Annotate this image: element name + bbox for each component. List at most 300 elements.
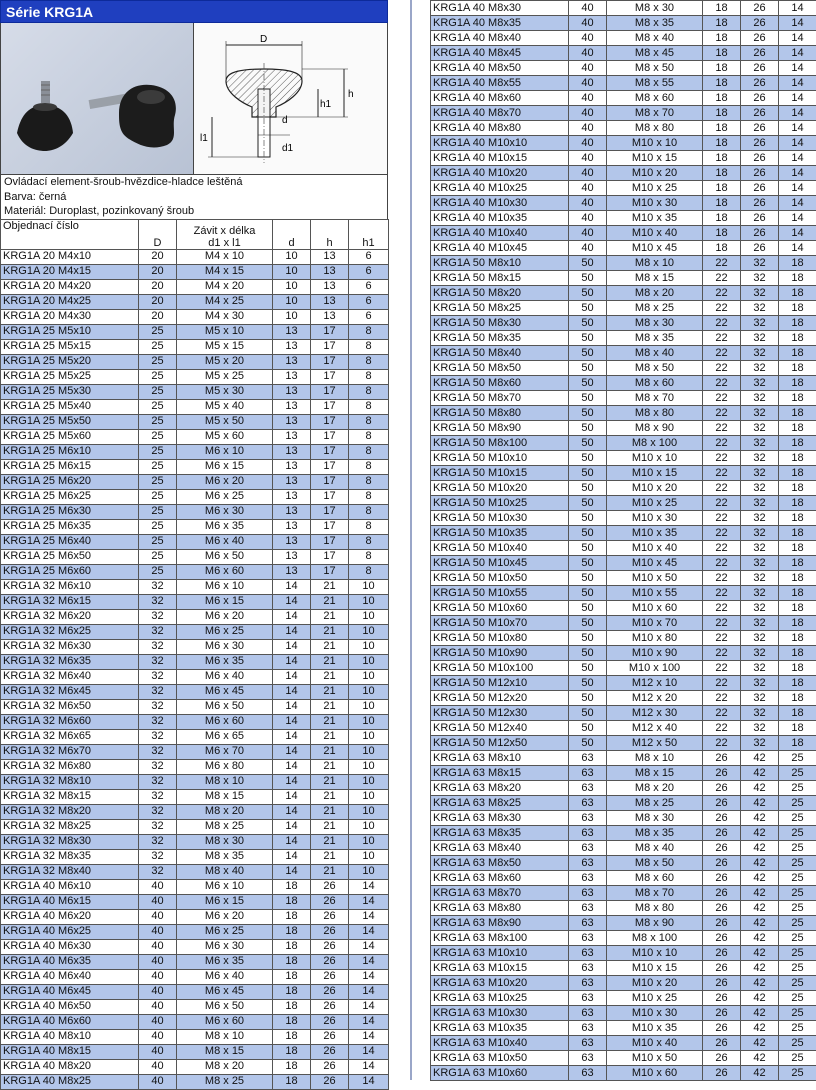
table-cell: 21 [311,579,349,594]
table-cell: 63 [569,916,607,931]
table-cell: M4 x 10 [177,249,273,264]
table-cell: 14 [349,984,389,999]
table-row [431,601,816,616]
table-cell: 21 [311,804,349,819]
table-cell: 17 [311,339,349,354]
table-cell: 50 [569,301,607,316]
table-cell: 21 [311,624,349,639]
table-cell: 25 [139,519,177,534]
table-cell: 63 [569,811,607,826]
table-cell: KRG1A 40 M10x30 [431,196,569,211]
table-cell: 40 [139,1074,177,1089]
table-cell: 22 [703,496,741,511]
table-cell: KRG1A 40 M6x50 [1,999,139,1014]
table-cell: M10 x 40 [607,1036,703,1051]
table-cell: 25 [779,1006,816,1021]
table-cell: 63 [569,766,607,781]
table-cell: 10 [349,759,389,774]
table-cell: 32 [741,481,779,496]
table-cell: 14 [273,579,311,594]
table-cell: KRG1A 32 M8x25 [1,819,139,834]
table-cell: 22 [703,376,741,391]
table-cell: M10 x 35 [607,211,703,226]
table-cell: 18 [779,556,816,571]
table-cell: KRG1A 50 M10x70 [431,616,569,631]
table-cell: 14 [349,1059,389,1074]
right-table [430,0,816,1081]
table-cell: 22 [703,286,741,301]
table-cell: 50 [569,721,607,736]
table-cell: 25 [779,766,816,781]
table-cell: 40 [569,31,607,46]
table-cell: M8 x 10 [607,256,703,271]
table-cell: 22 [703,451,741,466]
table-cell: 17 [311,489,349,504]
table-cell: 18 [703,226,741,241]
table-cell: M8 x 20 [607,781,703,796]
table-cell: 6 [349,279,389,294]
table-cell: KRG1A 63 M8x100 [431,931,569,946]
table-cell: 14 [779,76,816,91]
table-cell: KRG1A 63 M10x50 [431,1051,569,1066]
table-cell: 26 [741,61,779,76]
table-cell: M6 x 40 [177,534,273,549]
table-cell: 26 [311,969,349,984]
table-cell: M6 x 50 [177,699,273,714]
table-cell: 63 [569,1006,607,1021]
table-cell: M6 x 65 [177,729,273,744]
table-cell: M6 x 30 [177,504,273,519]
table-cell: KRG1A 50 M10x20 [431,481,569,496]
table-cell: 42 [741,976,779,991]
column-divider [410,0,412,1080]
table-cell: KRG1A 50 M10x25 [431,496,569,511]
table-cell: 22 [703,661,741,676]
table-cell: 25 [139,444,177,459]
table-cell: 13 [311,264,349,279]
table-cell: KRG1A 20 M4x30 [1,309,139,324]
table-cell: 25 [139,369,177,384]
table-cell: 6 [349,249,389,264]
table-cell: KRG1A 25 M6x50 [1,549,139,564]
table-cell: 22 [703,736,741,751]
table-cell: 25 [139,339,177,354]
table-cell: 18 [779,661,816,676]
table-cell: 14 [349,1044,389,1059]
table-row [431,76,816,91]
table-cell: 26 [741,241,779,256]
table-row [431,1036,816,1051]
table-row [431,661,816,676]
table-cell: 26 [703,1036,741,1051]
table-cell: KRG1A 50 M12x30 [431,706,569,721]
table-cell: 14 [349,879,389,894]
table-row [431,841,816,856]
table-cell: 8 [349,504,389,519]
table-cell: 13 [273,489,311,504]
table-cell: M12 x 20 [607,691,703,706]
table-row [431,706,816,721]
table-cell: KRG1A 50 M10x10 [431,451,569,466]
table-row [1,819,389,834]
table-cell: 14 [273,669,311,684]
table-cell: 50 [569,466,607,481]
table-row [431,211,816,226]
table-cell: 10 [349,789,389,804]
table-row [431,1066,816,1081]
table-cell: 18 [703,46,741,61]
table-row [1,534,389,549]
table-cell: 26 [703,811,741,826]
table-cell: M12 x 30 [607,706,703,721]
table-cell: 26 [311,894,349,909]
table-cell: 14 [273,789,311,804]
table-cell: 32 [139,609,177,624]
table-cell: 42 [741,856,779,871]
table-row [431,301,816,316]
table-row [431,631,816,646]
table-cell: M8 x 100 [607,931,703,946]
table-cell: 26 [703,976,741,991]
table-cell: 10 [273,264,311,279]
table-cell: 42 [741,961,779,976]
table-cell: 42 [741,1066,779,1081]
table-cell: 26 [311,879,349,894]
table-cell: 25 [139,399,177,414]
technical-drawing [194,23,387,174]
table-cell: M8 x 40 [607,31,703,46]
table-cell: 13 [273,354,311,369]
description-line: Barva: černá [4,190,387,205]
table-cell: KRG1A 63 M8x30 [431,811,569,826]
table-cell: M8 x 90 [607,916,703,931]
table-cell: 13 [273,519,311,534]
table-cell: 18 [273,1044,311,1059]
table-cell: 42 [741,781,779,796]
table-cell: 32 [741,691,779,706]
table-row [431,586,816,601]
table-cell: KRG1A 63 M10x35 [431,1021,569,1036]
table-cell: 32 [139,684,177,699]
table-cell: 18 [273,969,311,984]
label-d1: d1 [282,143,294,154]
table-cell: KRG1A 25 M5x15 [1,339,139,354]
table-cell: 18 [273,909,311,924]
table-cell: M6 x 25 [177,624,273,639]
table-cell: 32 [139,774,177,789]
table-cell: KRG1A 40 M6x45 [1,984,139,999]
table-cell: KRG1A 50 M8x15 [431,271,569,286]
table-cell: 18 [273,1014,311,1029]
table-cell: 40 [569,16,607,31]
table-cell: 14 [273,654,311,669]
table-cell: M8 x 25 [177,1074,273,1089]
table-row [431,466,816,481]
table-cell: 13 [273,459,311,474]
table-cell: M8 x 60 [607,871,703,886]
table-cell: 14 [273,864,311,879]
table-row [1,594,389,609]
table-row [431,1,816,16]
table-row [1,804,389,819]
table-row [1,969,389,984]
table-cell: 50 [569,586,607,601]
table-cell: 14 [273,804,311,819]
table-cell: 17 [311,354,349,369]
table-cell: 50 [569,331,607,346]
table-cell: 63 [569,856,607,871]
table-cell: 26 [311,1044,349,1059]
table-row [431,931,816,946]
table-row [431,871,816,886]
table-cell: 22 [703,721,741,736]
table-cell: 50 [569,616,607,631]
table-cell: 26 [311,984,349,999]
table-cell: 14 [273,609,311,624]
table-row [431,901,816,916]
right-column [430,0,816,1081]
table-cell: 40 [569,46,607,61]
table-cell: M4 x 25 [177,294,273,309]
table-cell: KRG1A 40 M10x20 [431,166,569,181]
table-cell: 26 [741,211,779,226]
table-cell: 50 [569,421,607,436]
table-cell: 32 [741,526,779,541]
table-cell: KRG1A 25 M6x60 [1,564,139,579]
table-cell: 6 [349,294,389,309]
table-cell: KRG1A 63 M8x80 [431,901,569,916]
table-cell: M10 x 20 [607,481,703,496]
table-cell: 25 [779,961,816,976]
table-cell: 42 [741,946,779,961]
table-cell: 17 [311,549,349,564]
table-cell: 26 [703,961,741,976]
table-cell: 18 [779,286,816,301]
table-cell: 14 [779,46,816,61]
table-cell: M10 x 50 [607,1051,703,1066]
table-cell: 25 [779,1021,816,1036]
table-cell: 18 [703,16,741,31]
table-cell: 50 [569,571,607,586]
table-cell: 21 [311,819,349,834]
table-cell: 6 [349,264,389,279]
table-cell: M8 x 50 [607,361,703,376]
table-cell: 26 [703,931,741,946]
table-cell: 32 [741,406,779,421]
table-cell: 40 [139,999,177,1014]
table-cell: 14 [779,151,816,166]
table-cell: 14 [273,624,311,639]
table-cell: 14 [779,226,816,241]
table-cell: 63 [569,796,607,811]
table-cell: 32 [741,421,779,436]
header-thread-line1: Závit x délka [179,225,270,237]
table-cell: 50 [569,346,607,361]
label-D: D [260,34,267,45]
table-cell: 22 [703,601,741,616]
table-cell: 32 [741,676,779,691]
table-cell: 8 [349,354,389,369]
table-cell: 25 [779,871,816,886]
table-row [1,459,389,474]
table-cell: 8 [349,519,389,534]
table-cell: 22 [703,331,741,346]
table-cell: M6 x 50 [177,549,273,564]
table-cell: 32 [139,579,177,594]
table-cell: 10 [349,594,389,609]
table-cell: 18 [779,256,816,271]
table-row [1,414,389,429]
table-row [431,16,816,31]
table-cell: 63 [569,991,607,1006]
table-cell: KRG1A 25 M6x10 [1,444,139,459]
table-cell: 40 [139,879,177,894]
table-row [431,496,816,511]
table-cell: M10 x 100 [607,661,703,676]
table-cell: 18 [703,211,741,226]
label-h1: h1 [320,99,332,110]
table-cell: KRG1A 63 M8x90 [431,916,569,931]
table-cell: 42 [741,916,779,931]
table-cell: 14 [779,181,816,196]
table-cell: 26 [311,1074,349,1089]
table-cell: 26 [703,826,741,841]
table-cell: KRG1A 40 M6x20 [1,909,139,924]
table-cell: 8 [349,489,389,504]
table-cell: 17 [311,444,349,459]
table-cell: M6 x 15 [177,594,273,609]
table-row [1,489,389,504]
table-cell: 26 [741,166,779,181]
table-cell: KRG1A 50 M8x20 [431,286,569,301]
table-cell: 32 [139,594,177,609]
table-cell: KRG1A 25 M6x15 [1,459,139,474]
table-cell: KRG1A 40 M10x45 [431,241,569,256]
table-cell: M8 x 35 [607,331,703,346]
table-row [431,886,816,901]
table-cell: 20 [139,279,177,294]
table-cell: KRG1A 50 M10x60 [431,601,569,616]
table-cell: 26 [741,181,779,196]
table-cell: 25 [139,489,177,504]
table-cell: M5 x 60 [177,429,273,444]
table-cell: KRG1A 20 M4x20 [1,279,139,294]
table-row [1,579,389,594]
table-cell: 50 [569,511,607,526]
product-photo [1,23,194,174]
table-cell: 18 [779,481,816,496]
table-cell: 63 [569,781,607,796]
table-cell: 13 [273,534,311,549]
table-cell: 8 [349,564,389,579]
table-cell: 50 [569,286,607,301]
table-cell: 32 [139,714,177,729]
table-cell: 17 [311,459,349,474]
table-cell: 32 [741,331,779,346]
table-cell: 18 [779,346,816,361]
table-cell: M6 x 45 [177,684,273,699]
table-cell: 26 [741,31,779,46]
table-cell: M6 x 30 [177,639,273,654]
table-cell: KRG1A 50 M10x50 [431,571,569,586]
table-cell: 21 [311,729,349,744]
table-cell: 13 [273,564,311,579]
table-cell: 22 [703,391,741,406]
table-cell: 13 [273,504,311,519]
table-cell: M8 x 35 [177,849,273,864]
table-cell: 18 [779,586,816,601]
table-cell: 25 [779,976,816,991]
table-row [1,249,389,264]
table-cell: 13 [311,294,349,309]
table-cell: 10 [349,609,389,624]
table-cell: M5 x 40 [177,399,273,414]
table-row [431,241,816,256]
table-cell: 25 [779,796,816,811]
table-cell: 20 [139,264,177,279]
table-cell: 10 [349,669,389,684]
table-cell: 18 [703,61,741,76]
table-cell: 18 [703,31,741,46]
table-cell: 40 [569,106,607,121]
table-cell: KRG1A 32 M6x40 [1,669,139,684]
table-cell: 26 [311,999,349,1014]
table-cell: 21 [311,639,349,654]
table-cell: M8 x 60 [607,91,703,106]
table-cell: M6 x 25 [177,924,273,939]
table-cell: M10 x 10 [607,451,703,466]
table-cell: 13 [273,339,311,354]
table-cell: KRG1A 50 M10x35 [431,526,569,541]
table-cell: M6 x 80 [177,759,273,774]
table-cell: 8 [349,444,389,459]
table-cell: 50 [569,646,607,661]
table-cell: 50 [569,691,607,706]
table-cell: 26 [311,1029,349,1044]
table-cell: 26 [703,991,741,1006]
table-cell: 22 [703,526,741,541]
table-cell: 42 [741,901,779,916]
table-cell: 26 [703,766,741,781]
table-cell: 18 [779,721,816,736]
table-cell: 18 [703,76,741,91]
table-row [431,316,816,331]
table-cell: M8 x 30 [177,834,273,849]
table-cell: M10 x 40 [607,541,703,556]
table-cell: 32 [139,639,177,654]
table-row [431,256,816,271]
table-row [1,1074,389,1089]
table-cell: KRG1A 50 M12x40 [431,721,569,736]
table-cell: KRG1A 40 M10x10 [431,136,569,151]
table-cell: M8 x 70 [607,106,703,121]
table-cell: M6 x 20 [177,909,273,924]
table-cell: KRG1A 50 M8x40 [431,346,569,361]
table-cell: KRG1A 40 M10x35 [431,211,569,226]
table-cell: KRG1A 32 M6x10 [1,579,139,594]
table-cell: KRG1A 40 M10x15 [431,151,569,166]
table-row [1,444,389,459]
table-row [431,676,816,691]
table-cell: 18 [703,1,741,16]
table-cell: KRG1A 63 M10x20 [431,976,569,991]
table-cell: 22 [703,271,741,286]
series-title: Série KRG1A [0,0,388,23]
table-cell: 22 [703,631,741,646]
table-row [1,504,389,519]
table-cell: 26 [703,856,741,871]
table-row [1,324,389,339]
